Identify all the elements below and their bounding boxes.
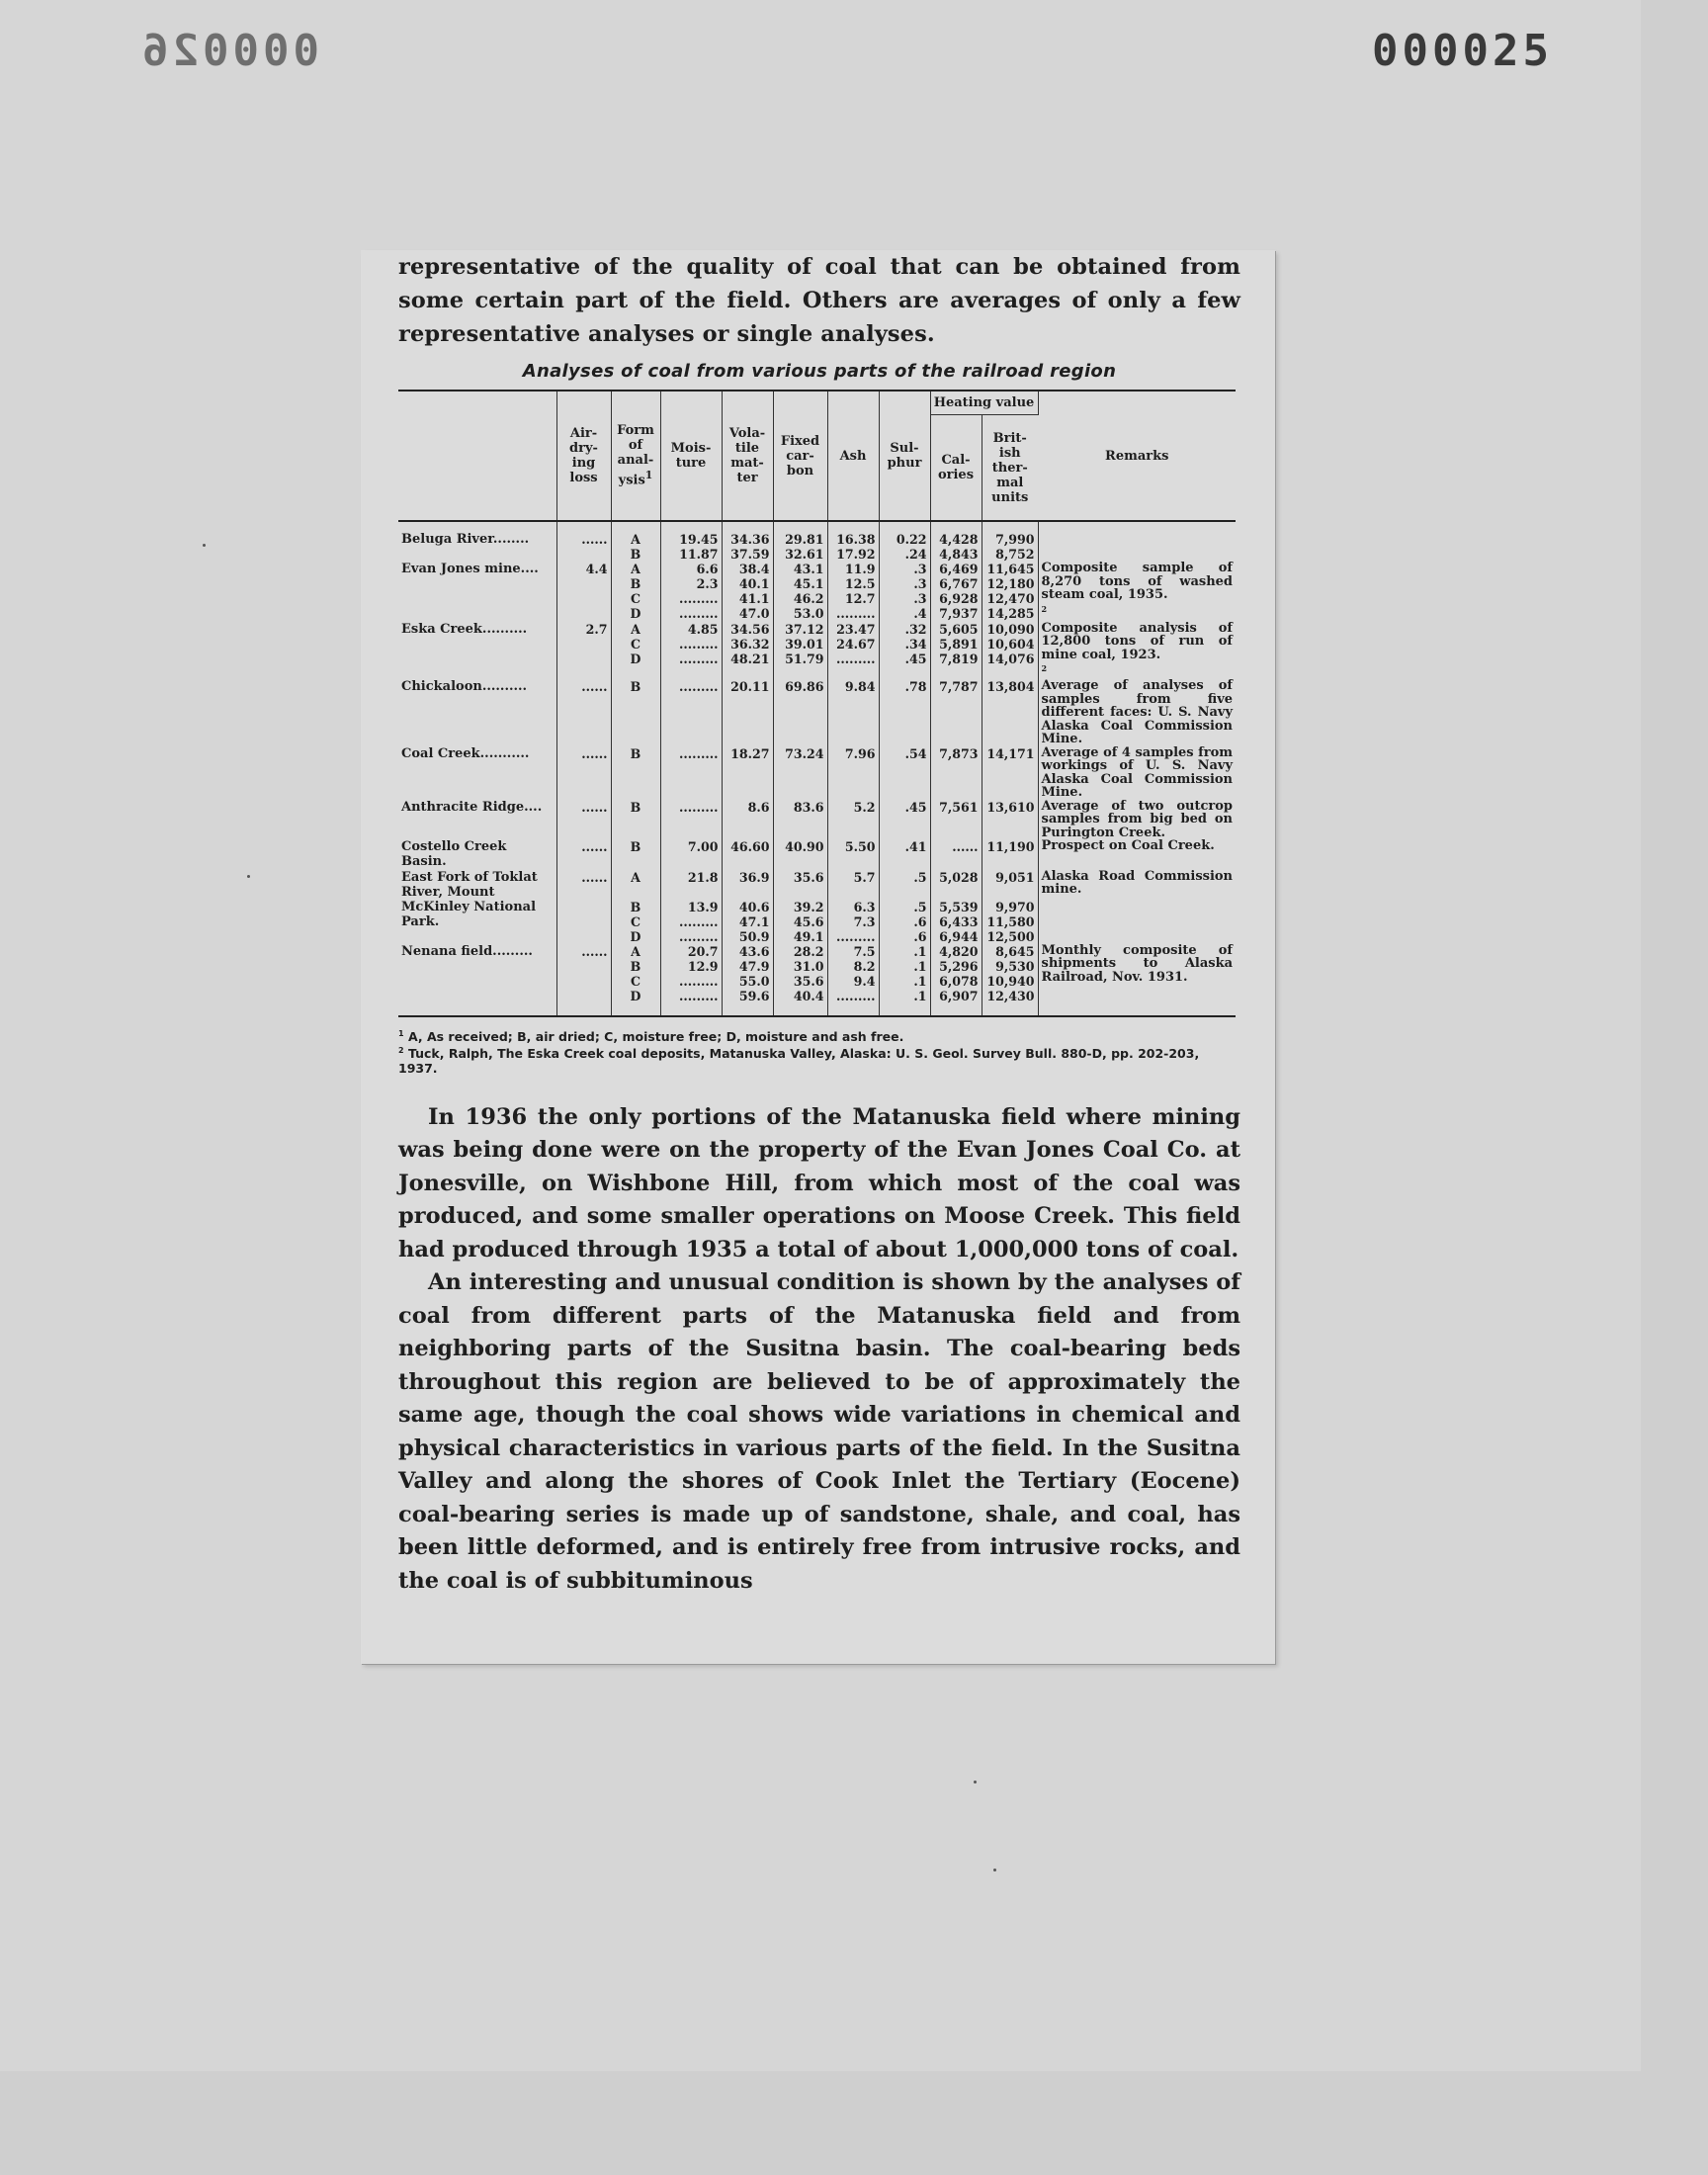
cell-fixed: 29.81 32.61 (773, 521, 827, 562)
cell-moisture: 21.8 13.9 ......... ......... (660, 870, 722, 944)
cell-moisture: 6.6 2.3 ......... ......... (660, 562, 722, 621)
air-drying-loss-header: Air-dry-ing loss (556, 391, 611, 521)
cell-volatile: 43.6 47.9 55.0 59.6 (722, 944, 773, 1016)
cell-forms: B (611, 839, 660, 869)
cell-location: Nenana field......... (398, 944, 556, 1016)
cell-fixed: 28.2 31.0 35.6 40.4 (773, 944, 827, 1016)
cell-calories: ...... (930, 839, 982, 869)
cell-ash: 16.38 17.92 (827, 521, 879, 562)
cell-sulphur: .5 .5 .6 .6 (879, 870, 930, 944)
cell-volatile: 20.11 (722, 679, 773, 746)
cell-volatile: 34.36 37.59 (722, 521, 773, 562)
cell-calories: 4,428 4,843 (930, 521, 982, 562)
cell-fixed: 37.12 39.01 51.79 (773, 622, 827, 680)
table-row (398, 746, 1236, 800)
table-row (398, 839, 1236, 869)
footnote-marker: 2 (1041, 603, 1048, 614)
cell-btu: 9,051 9,970 11,580 12,500 (982, 870, 1038, 944)
cell-air: ...... (556, 839, 611, 869)
footnote-1: $^1$ A, As received; B, air dried; C, moisture free; D, moisture and ash free. (398, 1029, 904, 1045)
cell-moisture: 4.85 ......... ......... (660, 622, 722, 680)
cell-calories: 7,873 (930, 746, 982, 800)
cell-ash: 5.2 (827, 800, 879, 840)
cell-moisture: ......... (660, 746, 722, 800)
cell-location: Evan Jones mine.... (398, 562, 556, 621)
coal-analyses-table (398, 390, 1236, 1017)
cell-sulphur: .45 (879, 800, 930, 840)
cell-forms: A B (611, 521, 660, 562)
cell-location: Coal Creek........... (398, 746, 556, 800)
cell-moisture: 19.45 11.87 (660, 521, 722, 562)
cell-forms: A C D (611, 622, 660, 680)
cell-air: ...... (556, 746, 611, 800)
cell-ash: 23.47 24.67 ......... (827, 622, 879, 680)
ash-header: Ash (827, 391, 879, 521)
mirrored-page-number-stamp: 000026 (138, 26, 319, 76)
cell-air: ...... (556, 521, 611, 562)
cell-sulphur: .3 .3 .3 .4 (879, 562, 930, 621)
cell-location: East Fork of Toklat River, Mount McKinley National Park. (398, 870, 556, 944)
cell-remarks: Composite sample of 8,270 tons of washed steam coal, 1935. $^2$ (1041, 561, 1234, 614)
clipping-content (398, 250, 1240, 1598)
cell-ash: 7.5 8.2 9.4 ......... (827, 944, 879, 1016)
cell-btu: 11,645 12,180 12,470 14,285 (982, 562, 1038, 621)
body-paragraph-2: An interesting and unusual condition is shown by the analyses of coal from different parts of the Matanuska field and from neighboring parts of the Susitna basin. The coal-bearing beds throughout this region are believed to be of approximately the same age, though the coal shows wide variations in chemical and physical characteristics in various parts of the field. In the Susitna Valley and along the shores of Cook Inlet the Tertiary (Eocene) coal-bearing series is made up of sandstone, shale, and coal, has been little deformed, and is entirely free from intrusive rocks, and the coal is of subbituminous (398, 1269, 1240, 1594)
cell-location: Chickaloon.......... (398, 679, 556, 746)
cell-volatile: 34.56 36.32 48.21 (722, 622, 773, 680)
cell-calories: 6,469 6,767 6,928 7,937 (930, 562, 982, 621)
table-row (398, 870, 1236, 944)
table-row (398, 521, 1236, 562)
table-title: Analyses of coal from various parts of the railroad region (522, 361, 1117, 382)
cell-volatile: 8.6 (722, 800, 773, 840)
cell-calories: 5,028 5,539 6,433 6,944 (930, 870, 982, 944)
cell-ash: 9.84 (827, 679, 879, 746)
calories-header: Cal-ories (930, 415, 982, 522)
cell-location: Anthracite Ridge.... (398, 800, 556, 840)
document-clipping (361, 250, 1275, 1664)
cell-remarks: Average of analyses of samples from five different faces: U. S. Navy Alaska Coal Commission Mine. (1041, 678, 1234, 747)
cell-fixed: 43.1 45.1 46.2 53.0 (773, 562, 827, 621)
scan-speck (203, 544, 206, 547)
cell-location: Eska Creek.......... (398, 622, 556, 680)
page-number-stamp: 000025 (1372, 26, 1553, 76)
cell-fixed: 69.86 (773, 679, 827, 746)
cell-remarks: Average of 4 samples from workings of U. S. Navy Alaska Coal Commission Mine. (1041, 744, 1234, 801)
body-paragraph-1: In 1936 the only portions of the Matanuska field where mining was being done were on the property of the Evan Jones Coal Co. at Jonesville, on Wishbone Hill, from which most of the coal was produced, and some smaller operations on Moose Creek. This field had produced through 1935 a total of about 1,000,000 tons of coal. (398, 1103, 1240, 1262)
location-header (398, 391, 556, 521)
cell-location: Beluga River........ (398, 521, 556, 562)
cell-calories: 7,561 (930, 800, 982, 840)
table-row (398, 562, 1236, 621)
cell-air: ...... (556, 870, 611, 944)
cell-fixed: 40.90 (773, 839, 827, 869)
scan-speck (247, 875, 250, 878)
cell-remarks (1038, 521, 1236, 562)
cell-volatile: 38.4 40.1 41.1 47.0 (722, 562, 773, 621)
cell-sulphur: .54 (879, 746, 930, 800)
cell-btu: 11,190 (982, 839, 1038, 869)
cell-air: ...... (556, 944, 611, 1016)
cell-air: 4.4 (556, 562, 611, 621)
footnote-2: $^2$ Tuck, Ralph, The Eska Creek coal deposits, Matanuska Valley, Alaska: U. S. Geol. Survey Bull. 880-D, pp. 202-203, 1937. (398, 1046, 1200, 1076)
heating-value-header: Heating value (930, 391, 1038, 415)
remarks-header: Remarks (1038, 391, 1236, 521)
table-row (398, 679, 1236, 746)
table-row (398, 800, 1236, 840)
cell-moisture: 7.00 (660, 839, 722, 869)
cell-calories: 5,605 5,891 7,819 (930, 622, 982, 680)
cell-volatile: 18.27 (722, 746, 773, 800)
cell-ash: 5.50 (827, 839, 879, 869)
cell-remarks: Alaska Road Commission mine. (1041, 868, 1234, 898)
cell-btu: 14,171 (982, 746, 1038, 800)
footnote-marker: 2 (1041, 663, 1048, 674)
sulphur-header: Sul-phur (879, 391, 930, 521)
cell-moisture: ......... (660, 800, 722, 840)
cell-fixed: 83.6 (773, 800, 827, 840)
cell-moisture: 20.7 12.9 ......... ......... (660, 944, 722, 1016)
btu-header: Brit-ish ther-mal units (982, 415, 1038, 522)
cell-remarks: Composite analysis of 12,800 tons of run of mine coal, 1923. $^2$ (1041, 620, 1234, 674)
cell-calories: 7,787 (930, 679, 982, 746)
cell-air: 2.7 (556, 622, 611, 680)
table-row (398, 944, 1236, 1016)
moisture-header: Mois-ture (660, 391, 722, 521)
cell-moisture: ......... (660, 679, 722, 746)
scan-speck (993, 1869, 996, 1871)
scan-speck (974, 1781, 977, 1784)
cell-ash: 11.9 12.5 12.7 ......... (827, 562, 879, 621)
cell-sulphur: .41 (879, 839, 930, 869)
cell-fixed: 35.6 39.2 45.6 49.1 (773, 870, 827, 944)
cell-forms: B (611, 746, 660, 800)
cell-remarks: Prospect on Coal Creek. (1041, 838, 1215, 854)
cell-btu: 13,804 (982, 679, 1038, 746)
cell-forms: A B C D (611, 944, 660, 1016)
form-header: Form of anal-ysis$^1$ (611, 391, 660, 521)
cell-air: ...... (556, 800, 611, 840)
cell-btu: 10,090 10,604 14,076 (982, 622, 1038, 680)
cell-sulphur: .32 .34 .45 (879, 622, 930, 680)
cell-sulphur: .1 .1 .1 .1 (879, 944, 930, 1016)
intro-paragraph: representative of the quality of coal that can be obtained from some certain part of the field. Others are averages of only a few representative analyses or single analyses. (398, 254, 1240, 347)
cell-location: Costello Creek Basin. (398, 839, 556, 869)
fixed-carbon-header: Fixed car-bon (773, 391, 827, 521)
cell-fixed: 73.24 (773, 746, 827, 800)
cell-btu: 13,610 (982, 800, 1038, 840)
cell-volatile: 36.9 40.6 47.1 50.9 (722, 870, 773, 944)
cell-calories: 4,820 5,296 6,078 6,907 (930, 944, 982, 1016)
cell-forms: A B C D (611, 870, 660, 944)
cell-ash: 5.7 6.3 7.3 ......... (827, 870, 879, 944)
cell-remarks: Monthly composite of shipments to Alaska Railroad, Nov. 1931. (1041, 942, 1234, 985)
cell-btu: 8,645 9,530 10,940 12,430 (982, 944, 1038, 1016)
footnotes (398, 1027, 1240, 1075)
cell-ash: 7.96 (827, 746, 879, 800)
cell-remarks: Average of two outcrop samples from big bed on Purington Creek. (1041, 798, 1234, 840)
cell-forms: B (611, 800, 660, 840)
cell-btu: 7,990 8,752 (982, 521, 1038, 562)
volatile-matter-header: Vola-tile mat-ter (722, 391, 773, 521)
cell-air: ...... (556, 679, 611, 746)
cell-sulphur: .78 (879, 679, 930, 746)
cell-forms: A B C D (611, 562, 660, 621)
cell-volatile: 46.60 (722, 839, 773, 869)
table-row (398, 622, 1236, 680)
cell-forms: B (611, 679, 660, 746)
cell-sulphur: 0.22 .24 (879, 521, 930, 562)
